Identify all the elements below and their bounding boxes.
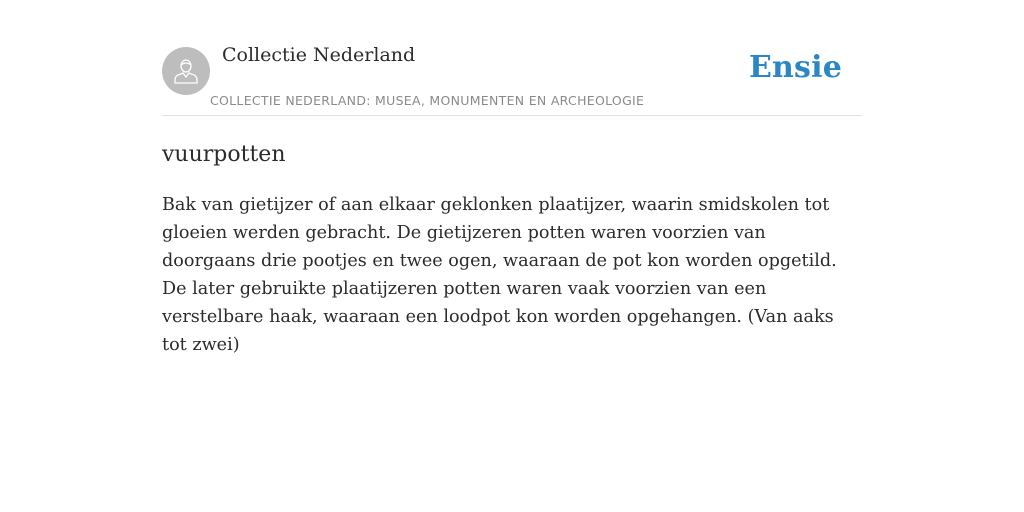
content-container	[162, 0, 862, 359]
avatar[interactable]	[162, 47, 210, 95]
author-name[interactable]: Collectie Nederland	[222, 44, 416, 66]
user-silhouette-icon	[171, 56, 201, 86]
entry-definition: Bak van gietijzer of aan elkaar geklonken plaatijzer, waarin smidskolen tot gloeien werden gebracht. De gietijzeren potten waren voorzien van doorgaans drie pootjes en twee ogen, waaraan de pot kon worden opgetild. De later gebruikte plaatijzeren potten waren vaak voorzien van een verstelbare haak, waaraan een loodpot kon worden opgehangen. (Van aaks tot zwei)	[162, 195, 837, 355]
author-subtitle: COLLECTIE NEDERLAND: MUSEA, MONUMENTEN EN ARCHEOLOGIE	[210, 93, 645, 108]
ensie-logo[interactable]: Ensie	[748, 50, 842, 85]
author-header	[162, 0, 862, 116]
entry-title: vuurpotten	[162, 142, 286, 167]
